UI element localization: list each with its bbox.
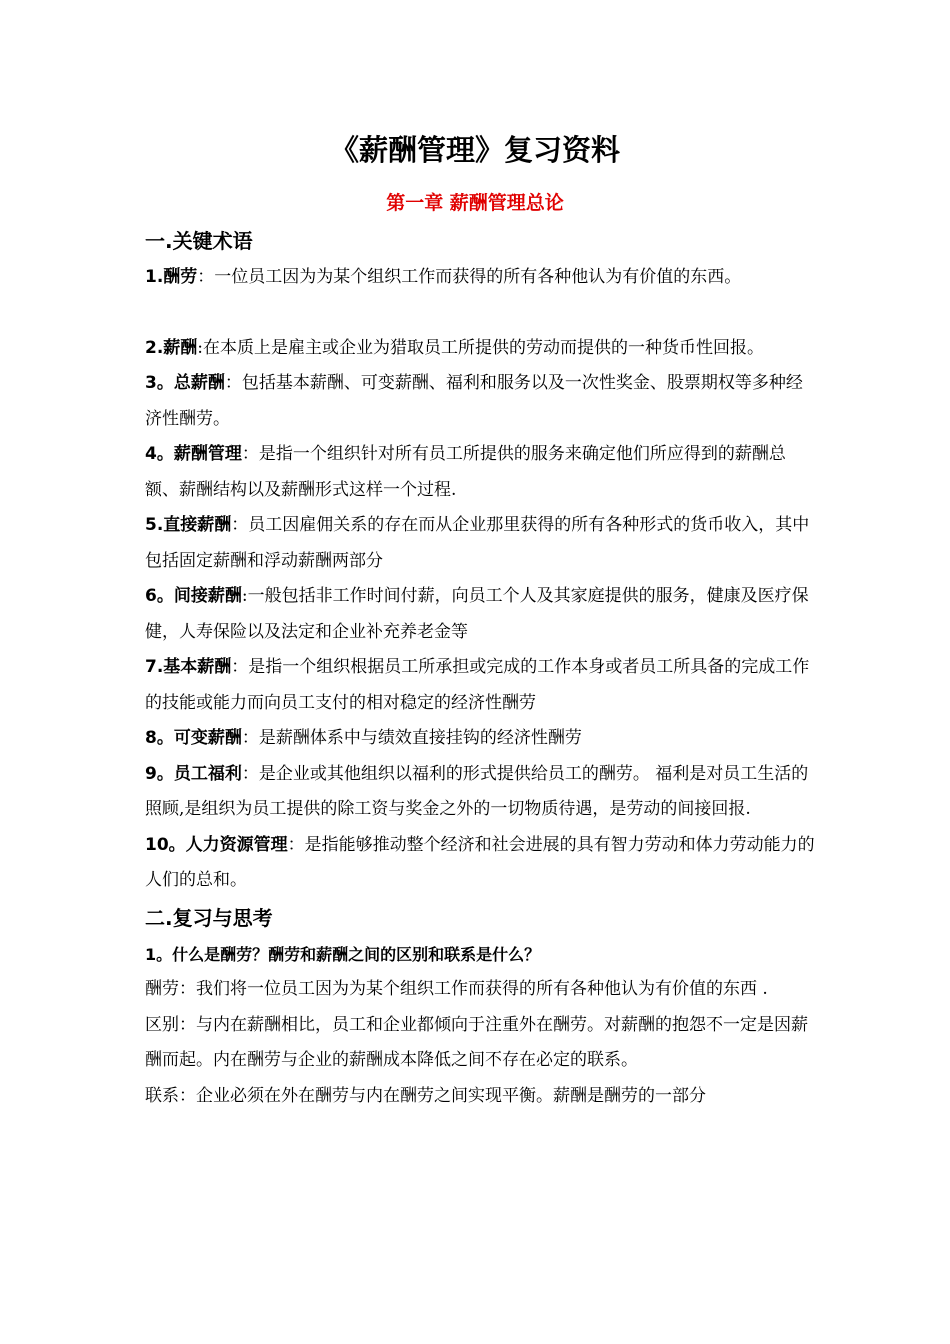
term-label: 6。间接薪酬 [145, 586, 242, 606]
term-label: 2.薪酬 [145, 337, 198, 358]
term-separator: ： [241, 763, 259, 784]
term-separator: ： [241, 444, 259, 464]
review-question: 1。什么是酬劳？酬劳和薪酬之间的区别和联系是什么？ [145, 944, 541, 964]
term-definition: 是薪酬体系中与绩效直接挂钩的经济性酬劳 [258, 728, 582, 748]
term-label: 4。薪酬管理 [145, 444, 242, 464]
spacer [145, 296, 815, 331]
term-item [145, 260, 815, 296]
term-definition: 是指一个组织针对所有员工所提供的服务来确定他们所应得到的薪酬总额、薪酬结构以及薪酬形式这样一个过程. [145, 444, 786, 500]
term-label: 3。总薪酬 [145, 373, 225, 393]
term-item [145, 508, 815, 579]
term-label: 10。人力资源管理 [145, 834, 288, 855]
term-item [145, 366, 815, 437]
term-definition: 员工因雇佣关系的存在而从企业那里获得的所有各种形式的货币收入，其中包括固定薪酬和浮动薪酬两部分 [145, 515, 810, 571]
term-label: 1.酬劳 [145, 267, 198, 287]
term-definition: 一般包括非工作时间付薪，向员工个人及其家庭提供的服务，健康及医疗保健，人寿保险以及法定和企业补充养老金等 [145, 586, 809, 642]
answer-paragraph: 区别：与内在薪酬相比，员工和企业都倾向于注重外在酬劳。对薪酬的抱怨不一定是因薪酬而起。内在酬劳与企业的薪酬成本降低之间不存在必定的联系。 [145, 1014, 808, 1070]
document-body [145, 222, 815, 1114]
term-definition: 包括基本薪酬、可变薪酬、福利和服务以及一次性奖金、股票期权等多种经济性酬劳。 [145, 373, 803, 429]
term-label: 7.基本薪酬 [145, 657, 232, 677]
chapter-heading: 第一章 薪酬管理总论 [386, 192, 564, 214]
term-separator: ： [287, 834, 305, 855]
term-separator: : [197, 337, 204, 358]
answer-paragraph: 酬劳：我们将一位员工因为为某个组织工作而获得的所有各种他认为有价值的东西 . [145, 979, 768, 999]
term-separator: ： [224, 373, 242, 393]
term-definition: 是指一个组织根据员工所承担或完成的工作本身或者员工所具备的完成工作的技能或能力而向员工支付的相对稳定的经济性酬劳 [145, 657, 810, 713]
term-separator: ： [197, 267, 215, 287]
section-heading-key-terms: 一.关键术语 [145, 229, 253, 253]
term-item [145, 579, 815, 650]
section-heading-review: 二.复习与思考 [145, 905, 273, 930]
term-separator: ： [231, 657, 249, 677]
term-separator: ： [231, 515, 249, 535]
term-label: 5.直接薪酬 [145, 515, 232, 535]
term-definition: 一位员工因为为某个组织工作而获得的所有各种他认为有价值的东西。 [214, 267, 742, 287]
term-definition: 是企业或其他组织以福利的形式提供给员工的酬劳。 福利是对员工生活的照顾,是组织为员工提供的除工资与奖金之外的一切物质待遇，是劳动的间接回报. [145, 763, 809, 819]
term-item [145, 828, 815, 899]
term-definition: 在本质上是雇主或企业为猎取员工所提供的劳动而提供的一种货币性回报。 [203, 337, 765, 358]
term-separator: ： [241, 728, 259, 748]
term-label: 9。员工福利 [145, 763, 242, 784]
term-item [145, 757, 815, 828]
answer-paragraph: 联系：企业必须在外在酬劳与内在酬劳之间实现平衡。薪酬是酬劳的一部分 [145, 1085, 706, 1106]
term-separator: : [241, 586, 248, 606]
term-item [145, 331, 815, 367]
term-item [145, 437, 815, 508]
term-item [145, 721, 815, 757]
document-title: 《薪酬管理》复习资料 [329, 133, 620, 167]
term-item [145, 650, 815, 721]
term-definition: 是指能够推动整个经济和社会进展的具有智力劳动和体力劳动能力的人们的总和。 [145, 834, 815, 890]
term-label: 8。可变薪酬 [145, 728, 242, 748]
